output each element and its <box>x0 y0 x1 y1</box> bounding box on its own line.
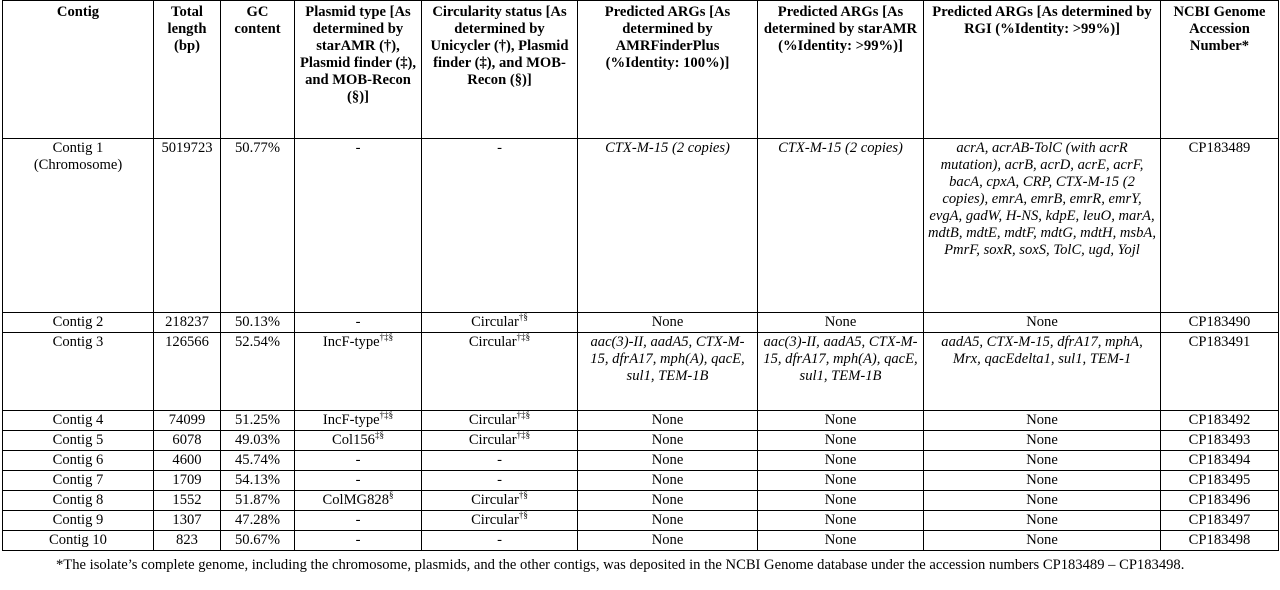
cell-acc <box>1161 471 1279 491</box>
cell-text: Contig 6 <box>52 452 104 468</box>
cell-amr <box>578 139 758 313</box>
cell-text: - <box>355 472 361 488</box>
cell-text: 4600 <box>172 452 202 468</box>
cell-text: None <box>824 314 857 330</box>
cell-text: Circular <box>468 334 517 350</box>
cell-text: None <box>651 432 684 448</box>
cell-length <box>154 313 221 333</box>
cell-text: 52.54% <box>235 334 280 350</box>
cell-gc <box>221 491 295 511</box>
cell-amr <box>578 491 758 511</box>
cell-text: None <box>1026 314 1058 330</box>
cell-length <box>154 511 221 531</box>
cell-gc <box>221 531 295 551</box>
cell-contig <box>3 313 154 333</box>
cell-gc <box>221 333 295 411</box>
cell-acc <box>1161 313 1279 333</box>
cell-text: None <box>651 532 684 548</box>
cell-text: 1709 <box>172 472 202 488</box>
cell-text: CP183496 <box>1188 492 1251 508</box>
cell-text: CP183491 <box>1188 334 1251 350</box>
cell-text: None <box>824 512 857 528</box>
table-row <box>3 471 1279 491</box>
header-gc-content: GC content <box>221 1 295 139</box>
table-row <box>3 139 1279 313</box>
cell-length <box>154 531 221 551</box>
cell-amr <box>578 511 758 531</box>
cell-text: Contig 8 <box>52 492 104 508</box>
superscript-marks: †‡§ <box>379 332 394 342</box>
cell-text: None <box>824 452 857 468</box>
cell-star <box>758 139 924 313</box>
cell-star <box>758 491 924 511</box>
cell-text: None <box>824 492 857 508</box>
cell-text: CP183492 <box>1188 412 1251 428</box>
cell-gc <box>221 451 295 471</box>
table-row <box>3 451 1279 471</box>
cell-gc <box>221 313 295 333</box>
cell-text: - <box>497 452 502 468</box>
cell-text: None <box>824 412 857 428</box>
cell-text: CTX-M-15 (2 copies) <box>605 140 730 156</box>
cell-text: None <box>1026 532 1058 548</box>
table-row <box>3 411 1279 431</box>
cell-plasmid <box>295 411 422 431</box>
cell-text: IncF-type <box>322 334 380 350</box>
cell-amr <box>578 411 758 431</box>
cell-length <box>154 431 221 451</box>
cell-text: None <box>1026 452 1058 468</box>
cell-star <box>758 313 924 333</box>
cell-circ <box>422 511 578 531</box>
cell-acc <box>1161 431 1279 451</box>
cell-contig <box>3 471 154 491</box>
cell-rgi <box>924 139 1161 313</box>
cell-text: 1307 <box>172 512 202 528</box>
table-row <box>3 491 1279 511</box>
header-args-amrfinderplus: Predicted ARGs [As determined by AMRFinderPlus (%Identity: 100%)] <box>578 1 758 139</box>
superscript-marks: § <box>389 490 394 500</box>
cell-length <box>154 451 221 471</box>
cell-text: Contig 7 <box>52 472 104 488</box>
cell-length <box>154 333 221 411</box>
cell-text: None <box>651 452 684 468</box>
footnote: *The isolate’s complete genome, including the chromosome, plasmids, and the other contigs, was deposited in the NCBI Genome database under the accession numbers CP183489 – CP183498. <box>56 557 1185 573</box>
cell-text: Contig 10 <box>49 532 107 548</box>
cell-gc <box>221 511 295 531</box>
cell-text: acrA, acrAB-TolC (with acrR mutation), acrB, acrD, acrE, acrF, bacA, cpxA, CRP, CTX-M-15 (2 copies), emrA, emrB, emrR, emrY, evgA, gadW, H-NS, kdpE, leuO, marA, mdtB, mdtE, mdtF, mdtG, mdtH, msbA, PmrF, soxR, soxS, TolC, ugd, Yojl <box>928 140 1156 258</box>
header-total-length: Total length (bp) <box>154 1 221 139</box>
cell-acc <box>1161 411 1279 431</box>
cell-circ <box>422 333 578 411</box>
table-row <box>3 333 1279 411</box>
cell-star <box>758 333 924 411</box>
cell-text: - <box>497 140 502 156</box>
table-row <box>3 313 1279 333</box>
cell-length <box>154 491 221 511</box>
cell-text: None <box>651 314 684 330</box>
cell-text: 50.77% <box>235 140 280 156</box>
cell-circ <box>422 411 578 431</box>
cell-text: 51.87% <box>235 492 280 508</box>
cell-length <box>154 411 221 431</box>
cell-text: 823 <box>176 532 198 548</box>
cell-text: - <box>355 532 361 548</box>
cell-plasmid <box>295 491 422 511</box>
cell-text: CP183498 <box>1188 532 1251 548</box>
cell-text: 50.67% <box>235 532 280 548</box>
cell-rgi <box>924 411 1161 431</box>
cell-plasmid <box>295 451 422 471</box>
cell-text: 74099 <box>168 412 206 428</box>
cell-plasmid <box>295 333 422 411</box>
cell-circ <box>422 139 578 313</box>
cell-plasmid <box>295 531 422 551</box>
cell-text: None <box>651 412 684 428</box>
cell-gc <box>221 411 295 431</box>
cell-circ <box>422 313 578 333</box>
cell-text: 51.25% <box>235 412 280 428</box>
header-circularity-status: Circularity status [As determined by Unicycler (†), Plasmid finder (‡), and MOB-Recon (§)] <box>422 1 578 139</box>
cell-text: 47.28% <box>235 512 280 528</box>
cell-gc <box>221 471 295 491</box>
cell-contig <box>3 451 154 471</box>
cell-plasmid <box>295 139 422 313</box>
cell-circ <box>422 531 578 551</box>
cell-star <box>758 531 924 551</box>
cell-text: Circular <box>471 314 519 330</box>
cell-plasmid <box>295 511 422 531</box>
cell-text: 5019723 <box>161 140 213 156</box>
cell-text: CP183493 <box>1188 432 1251 448</box>
cell-text: 1552 <box>172 492 202 508</box>
cell-text: Contig 5 <box>52 432 104 448</box>
header-args-rgi: Predicted ARGs [As determined by RGI (%Identity: >99%)] <box>924 1 1161 139</box>
cell-text: None <box>824 432 857 448</box>
cell-text: Contig 1 (Chromosome) <box>33 140 123 173</box>
header-plasmid-type: Plasmid type [As determined by starAMR (†), Plasmid finder (‡), and MOB-Recon (§)] <box>295 1 422 139</box>
table-row <box>3 431 1279 451</box>
cell-star <box>758 411 924 431</box>
cell-rgi <box>924 531 1161 551</box>
cell-text: CP183490 <box>1188 314 1251 330</box>
cell-acc <box>1161 451 1279 471</box>
cell-text: None <box>1026 472 1058 488</box>
cell-rgi <box>924 471 1161 491</box>
superscript-marks: †§ <box>518 510 528 520</box>
header-row <box>3 1 1279 139</box>
cell-gc <box>221 431 295 451</box>
cell-circ <box>422 471 578 491</box>
cell-star <box>758 511 924 531</box>
cell-text: CP183489 <box>1188 140 1251 156</box>
cell-text: Circular <box>468 432 517 448</box>
contig-table <box>2 0 1279 551</box>
cell-rgi <box>924 333 1161 411</box>
cell-rgi <box>924 491 1161 511</box>
cell-text: 50.13% <box>235 314 280 330</box>
cell-text: Contig 9 <box>52 512 104 528</box>
cell-text: None <box>1026 412 1058 428</box>
cell-rgi <box>924 511 1161 531</box>
cell-text: - <box>355 512 361 528</box>
cell-circ <box>422 451 578 471</box>
cell-rgi <box>924 451 1161 471</box>
header-contig: Contig <box>3 1 154 139</box>
cell-contig <box>3 491 154 511</box>
cell-text: 45.74% <box>235 452 280 468</box>
header-ncbi-accession: NCBI Genome Accession Number* <box>1161 1 1279 139</box>
cell-amr <box>578 313 758 333</box>
cell-text: Contig 2 <box>52 314 104 330</box>
superscript-marks: †‡§ <box>516 410 531 420</box>
cell-text: None <box>1026 432 1058 448</box>
cell-text: CTX-M-15 (2 copies) <box>778 140 903 156</box>
cell-text: aadA5, CTX-M-15, dfrA17, mphA, Mrx, qacEdelta1, sul1, TEM-1 <box>941 334 1143 367</box>
cell-text: - <box>355 140 361 156</box>
cell-rgi <box>924 431 1161 451</box>
cell-text: Contig 3 <box>52 334 104 350</box>
cell-text: CP183495 <box>1188 472 1251 488</box>
cell-text: Circular <box>471 512 519 528</box>
cell-text: None <box>1026 512 1058 528</box>
cell-amr <box>578 431 758 451</box>
cell-text: aac(3)-II, aadA5, CTX-M-15, dfrA17, mph(A), qacE, sul1, TEM-1B <box>590 334 745 384</box>
cell-contig <box>3 411 154 431</box>
cell-text: None <box>651 472 684 488</box>
cell-plasmid <box>295 471 422 491</box>
superscript-marks: ‡§ <box>374 430 384 440</box>
cell-text: None <box>651 512 684 528</box>
cell-length <box>154 471 221 491</box>
cell-star <box>758 471 924 491</box>
cell-contig <box>3 431 154 451</box>
superscript-marks: †§ <box>518 490 528 500</box>
cell-text: aac(3)-II, aadA5, CTX-M-15, dfrA17, mph(A), qacE, sul1, TEM-1B <box>763 334 918 384</box>
cell-text: CP183497 <box>1188 512 1251 528</box>
header-args-staramr: Predicted ARGs [As determined by starAMR (%Identity: >99%)] <box>758 1 924 139</box>
cell-acc <box>1161 531 1279 551</box>
cell-text: Contig 4 <box>52 412 104 428</box>
cell-text: None <box>651 492 684 508</box>
superscript-marks: †‡§ <box>516 430 531 440</box>
cell-star <box>758 451 924 471</box>
cell-circ <box>422 491 578 511</box>
superscript-marks: †§ <box>518 312 528 322</box>
superscript-marks: †‡§ <box>379 410 394 420</box>
cell-text: CP183494 <box>1188 452 1251 468</box>
cell-amr <box>578 451 758 471</box>
cell-plasmid <box>295 431 422 451</box>
cell-amr <box>578 333 758 411</box>
cell-text: - <box>497 472 502 488</box>
cell-text: 54.13% <box>235 472 280 488</box>
cell-amr <box>578 471 758 491</box>
cell-text: 49.03% <box>235 432 280 448</box>
cell-text: 6078 <box>172 432 202 448</box>
cell-text: None <box>824 472 857 488</box>
cell-gc <box>221 139 295 313</box>
cell-amr <box>578 531 758 551</box>
cell-contig <box>3 511 154 531</box>
cell-star <box>758 431 924 451</box>
cell-acc <box>1161 139 1279 313</box>
cell-length <box>154 139 221 313</box>
cell-contig <box>3 333 154 411</box>
cell-acc <box>1161 333 1279 411</box>
cell-contig <box>3 139 154 313</box>
cell-text: 126566 <box>165 334 209 350</box>
cell-text: IncF-type <box>322 412 380 428</box>
cell-text: - <box>497 532 502 548</box>
cell-contig <box>3 531 154 551</box>
cell-text: Col156 <box>332 432 375 448</box>
cell-rgi <box>924 313 1161 333</box>
cell-text: Circular <box>468 412 517 428</box>
cell-text: Circular <box>471 492 519 508</box>
cell-circ <box>422 431 578 451</box>
table-row <box>3 511 1279 531</box>
superscript-marks: †‡§ <box>516 332 531 342</box>
table-row <box>3 531 1279 551</box>
cell-acc <box>1161 491 1279 511</box>
cell-text: - <box>355 314 361 330</box>
cell-text: - <box>355 452 361 468</box>
cell-plasmid <box>295 313 422 333</box>
cell-text: 218237 <box>165 314 209 330</box>
cell-text: None <box>1026 492 1058 508</box>
cell-text: None <box>824 532 857 548</box>
cell-text: ColMG828 <box>322 492 389 508</box>
cell-acc <box>1161 511 1279 531</box>
